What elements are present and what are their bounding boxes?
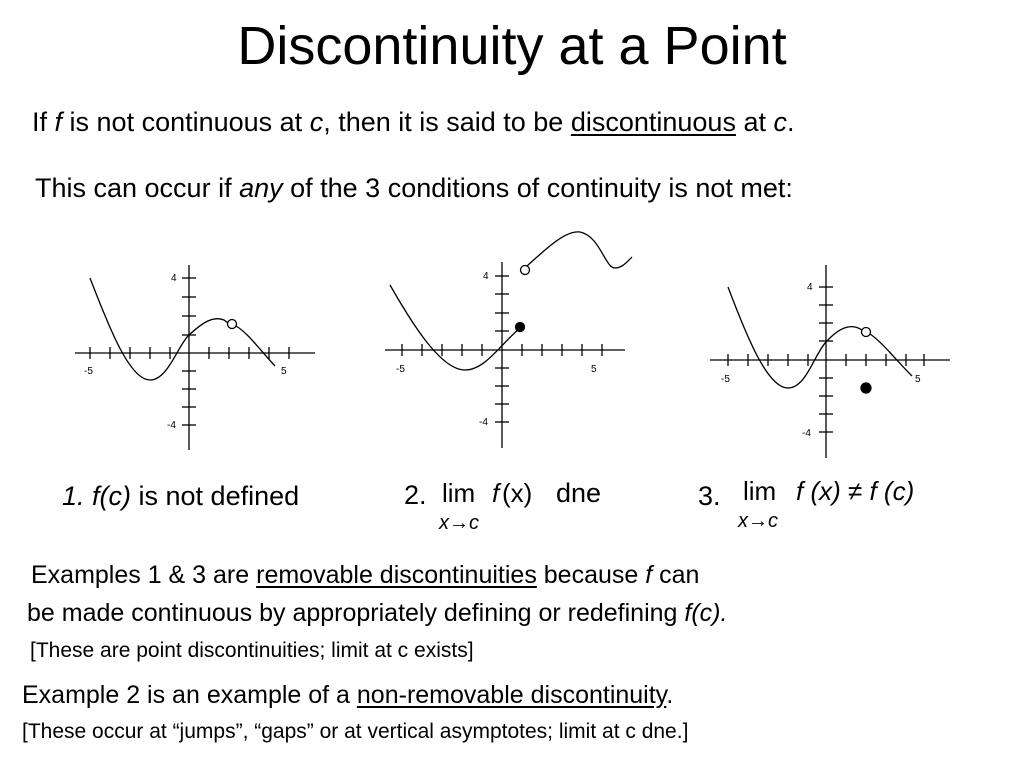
conditions-pre: This can occur if [35,173,240,203]
example-2-fc: f(c). [684,599,728,627]
example-2-pre: be made continuous by appropriately defining or redefining [27,599,685,627]
caption-1-text: is not defined [131,481,300,511]
graph-3-open-point [862,328,871,337]
graph-2-label-pos-y: 4 [483,271,489,282]
caption-2-x: (x) [502,478,533,508]
intro-mid1: is not continuous at [62,107,310,137]
example-4-pre: Example 2 is an example of a [22,681,357,709]
caption-2-f: f [492,478,500,508]
intro-c2: c [773,107,787,137]
intro-if: If [32,107,55,137]
intro-f: f [54,107,63,137]
caption-3-number: 3. [698,481,721,511]
caption-3-expr: f (x) ≠ f (c) [796,476,915,506]
graph-3-filled-point [861,383,871,393]
intro-mid2: , then it is said to be [323,107,571,137]
page-title: Discontinuity at a Point [237,16,787,76]
graph-3-label-neg-x: -5 [721,374,730,385]
caption-3-lim: lim [743,476,777,506]
removable-term: removable discontinuities [256,561,537,589]
caption-3-sub: x→c [738,510,778,532]
discontinuous-term: discontinuous [570,107,736,137]
caption-2-number: 2. [404,480,427,510]
graph-2-label-pos-x: 5 [591,364,597,375]
example-1-pre: Examples 1 & 3 are [31,561,257,589]
example-4-post: . [666,681,674,709]
caption-2-dne: dne [556,478,602,508]
graph-2-label-neg-y: -4 [479,417,488,428]
graph-2-label-neg-x: -5 [396,364,405,375]
graph-1-label-pos-y: 4 [171,273,177,284]
example-removable-line2 [27,598,727,628]
caption-1-fc: f(c) [92,481,132,511]
graph-1-label-neg-y: -4 [167,420,176,431]
intro-at: at [735,107,774,137]
example-non-removable-note: [These occur at “jumps”, “gaps” or at vertical asymptotes; limit at c dne.] [22,720,689,743]
graph-3-curve-left [728,287,862,388]
example-1-post: because [536,561,646,589]
conditions-post: of the 3 conditions of continuity is not met: [282,173,793,203]
graph-1-label-neg-x: -5 [84,366,93,377]
graph-3-label-pos-y: 4 [807,282,813,293]
caption-2-sub: x→c [439,512,479,534]
example-non-removable [22,680,673,710]
example-1-f: f [645,561,653,589]
caption-1 [62,480,299,512]
caption-1-number: 1. [62,481,93,511]
graph-3-label-pos-x: 5 [915,374,921,385]
graph-1-label-pos-x: 5 [281,366,287,377]
graph-3-label-neg-y: -4 [802,428,811,439]
caption-2-lim: lim [442,478,476,508]
example-1-can: can [652,561,700,589]
example-removable-note: [These are point discontinuities; limit at c exists] [30,639,474,662]
intro-c: c [309,107,324,137]
intro-period: . [786,107,795,137]
example-removable-line1 [31,560,699,590]
conditions-any: any [239,173,283,203]
non-removable-term: non-removable discontinuity [356,681,667,709]
